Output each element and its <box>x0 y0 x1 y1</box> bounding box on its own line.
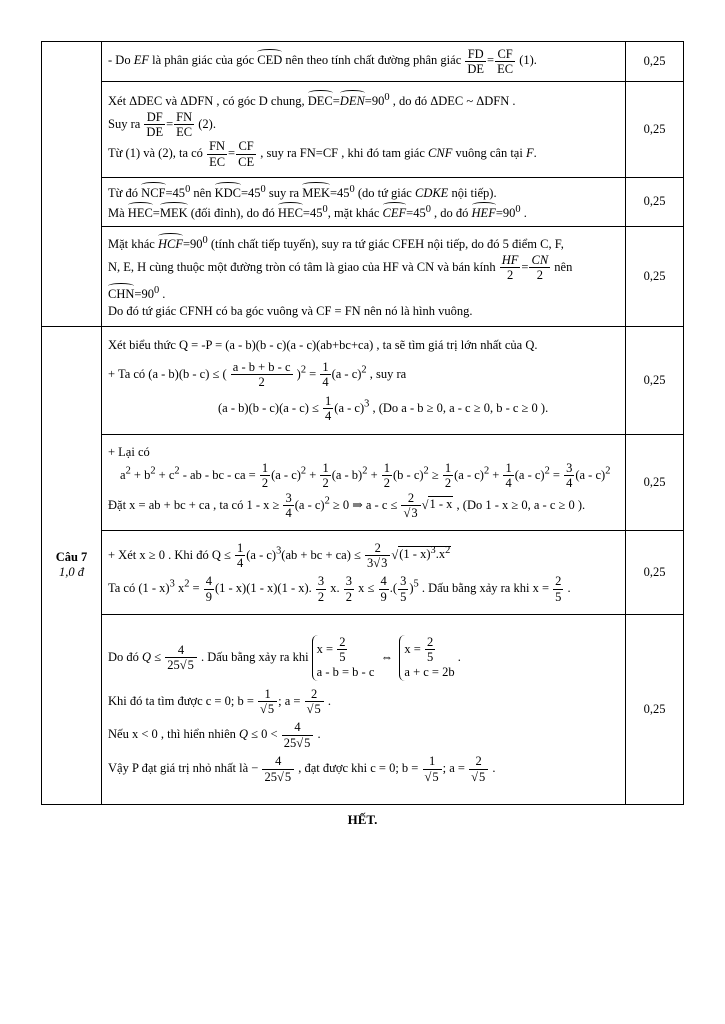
row-7-content: + Xét x ≥ 0 . Khi đó Q ≤ $\frac{1}{4}$ (a - c)$^3$(ab + bc + ca) ≤ $\frac{2}{3√3}$ $√(1 - x)^3.x^2$ Ta có (1 - x)$^3$ $x^2$ = $\frac{4}{9}$ (1 - x)(1 - x)(1 - x). $\frac{3}{2}$ x. $\frac{3}{2}$ x ≤ $\frac{4}{9}$ .( $\frac{3}{5}$ )$^5$ . Dấu bằng xảy ra khi x = $\frac{2}{5}$ . <box>102 530 626 614</box>
row-3-content: Từ đó $NCF=45^0$ nên $KDC=45^0$ suy ra $MEK=45^0$ (do tứ giác CDKE nội tiếp). Mà HEC=MEK (đối đỉnh), do đó $HEC=45^0$, mặt khác $CEF=45^0$ , do đó $HEF=90^0$ . <box>102 178 626 227</box>
row-6-score: 0,25 <box>626 434 684 530</box>
row-1-content: - Do EF là phân giác của góc CED nên theo tính chất đường phân giác $\frac{FD}{DE}$ = $\frac{CF}{EC}$ (1). <box>102 42 626 82</box>
end-marker: HẾT. <box>347 812 378 827</box>
row-4-content: Mặt khác $HCF=90^0$ (tính chất tiếp tuyến), suy ra tứ giác CFEH nội tiếp, do đó 5 điểm C, F, N, E, H cùng thuộc một đường tròn có tâm là giao của HF và CN và bán kính $\frac{HF}{2}$ = $\frac{CN}{2}$ nên $CHN=90^0$ . Do đó tứ giác CFNH có ba góc vuông và CF = FN nên nó là hình vuông. <box>102 226 626 326</box>
row-6-content: + Lại có $a^2 + b^2 + c^2$ - ab - bc - ca = $\frac{1}{2}$ (a - c)$^2$ + $\frac{1}{2}$ (a - b)$^2$ + $\frac{1}{2}$ (b - c)$^2$ ≥ $\frac{1}{2}$ (a - c)$^2$ + $\frac{1}{4}$ (a - c)$^2$ = $\frac{3}{4}$ (a - c)$^2$ Đặt x = ab + bc + ca , ta có 1 - x ≥ $\frac{3}{4}$ (a - c)$^2$ ≥ 0 ⇒ a - c ≤ $\frac{2}{√3}$ √1 - x , (Do 1 - x ≥ 0, a - c ≥ 0 ). <box>102 434 626 530</box>
row-3-score: 0,25 <box>626 178 684 227</box>
row-5-score: 0,25 <box>626 326 684 434</box>
row-4-score: 0,25 <box>626 226 684 326</box>
row-1-score: 0,25 <box>626 42 684 82</box>
question-title: Câu 7 <box>55 550 88 565</box>
row-2-score: 0,25 <box>626 82 684 178</box>
row-2-content: Xét ΔDEC và ΔDFN , có góc D chung, $DEC=DEN=90^0$ , do đó ΔDEC ~ ΔDFN . Suy ra $\frac{DF}{DE}$ = $\frac{FN}{EC}$ (2). Từ (1) và (2), ta có $\frac{FN}{EC}$ = $\frac{CF}{CE}$ , suy ra FN=CF , khi đó tam giác CNF vuông cân tại F. <box>102 82 626 178</box>
question-points: 1,0 đ <box>59 565 84 580</box>
answer-table <box>41 41 684 805</box>
question-7-cell <box>42 326 102 804</box>
row-7-score: 0,25 <box>626 530 684 614</box>
row-8-score: 0,25 <box>626 614 684 804</box>
question-cell-prev <box>42 42 102 327</box>
row-8-content: Do đó Q ≤ $\frac{4}{25√5}$ . Dấu bằng xảy ra khi x = $\frac{2}{5}$ a - b = b - c ⇔ x = $\frac{2}{5}$ a + c = 2b . Khi đó ta tìm được c = 0; b = $\frac{1}{√5}$ ; a = $\frac{2}{√5}$ . Nếu x < 0 , thì hiển nhiên Q ≤ 0 < $\frac{4}{25√5}$ . Vậy P đạt giá trị nhỏ nhất là − $\frac{4}{25√5}$ , đạt được khi c = 0; b = $\frac{1}{√5}$ ; a = $\frac{2}{√5}$ . <box>102 614 626 804</box>
row-5-content: Xét biểu thức Q = -P = (a - b)(b - c)(a - c)(ab+bc+ca) , ta sẽ tìm giá trị lớn nhất của Q. + Ta có (a - b)(b - c) ≤ ( $\frac{a - b + b - c}{2}$ )$^2$ = $\frac{1}{4}$ (a - c)$^2$ , suy ra (a - b)(b - c)(a - c) ≤ $\frac{1}{4}$ (a - c)$^3$ , (Do a - b ≥ 0, a - c ≥ 0, b - c ≥ 0 ). <box>102 326 626 434</box>
